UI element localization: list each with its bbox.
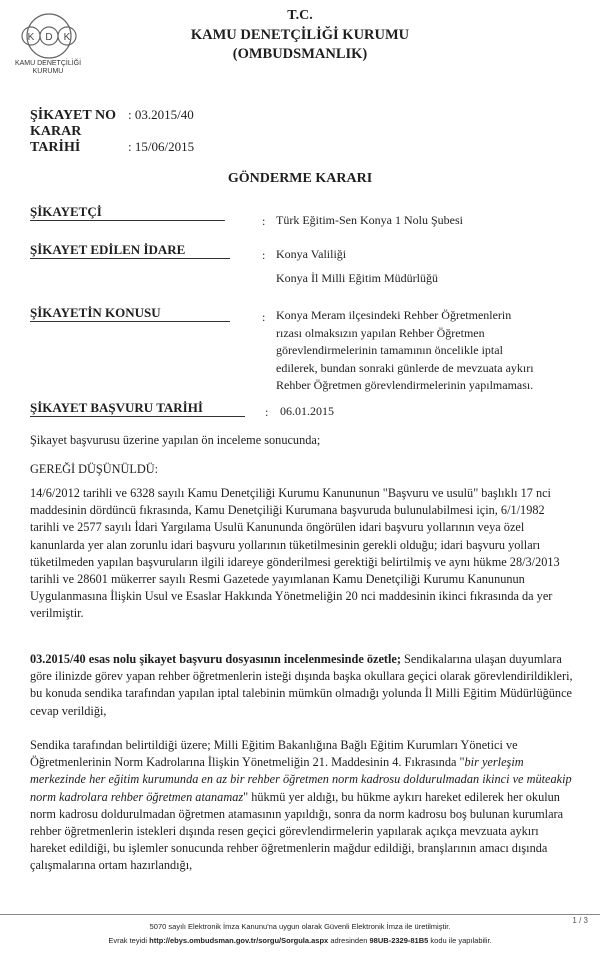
footer-signature-note: 5070 sayılı Elektronik İmza Kanunu'na uygun olarak Güvenli Elektronik İmza ile üretilmiştir.	[149, 922, 451, 931]
subject-label: ŞİKAYETİN KONUSU	[30, 306, 230, 322]
complainant-value: Türk Eğitim-Sen Konya 1 Nolu Şubesi	[276, 213, 463, 227]
admin-label: ŞİKAYET EDİLEN İDARE	[30, 243, 230, 259]
paragraph-2	[30, 651, 575, 720]
paragraph-2-body: Sendikalarına ulaşan duyumlara göre ilinizde görev yapan rehber öğretmenlerin isteği dışında başka okullara geçici olarak görevlendirildikleri, bu konuda sendika tarafından yapılan iptal talebinin mümkün olmadığı yolunda İl Milli Eğitim Müdürlüğünce cevap verildiği,	[30, 652, 573, 718]
footer-verify-suffix: kodu ile yapılabilir.	[428, 936, 492, 945]
complainant-colon: :	[262, 214, 266, 228]
subject-line-5: Rehber Öğretmen görevlendirmelerinin yapılmaması.	[276, 378, 534, 393]
subject-line-1: Konya Meram ilçesindeki Rehber Öğretmenlerin	[276, 308, 512, 322]
verification-link[interactable]: http://ebys.ombudsman.gov.tr/sorgu/Sorgula.aspx	[149, 936, 329, 945]
decision-date-label: KARAR TARİHİ	[30, 124, 82, 155]
paragraph-1: 14/6/2012 tarihli ve 6328 sayılı Kamu Denetçiliği Kurumu Kanununun "Başvuru ve usulü" başlıklı 17 nci maddesinin dördüncü fıkrasında, Kamu Denetçiliği Kurumana başvuruda bulunulabilmesi için, 6/1/1982 tarihli ve 2577 sayılı İdari Yargılama Usulü Kanununda öngörülen idari başvuru yollarının veya özel kanunlarda yer alan zorunlu idari başvuru yollarının tüketilmesinin gerekli olduğu; idari başvuru yolları tüketilmeden yapılan başvuruların ilgili idareye gönderilmesi gerektiği belirtilmiş ve aynı hükme 28/3/2013 tarihli ve 28601 mükerrer sayılı Resmi Gazetede yayımlanan Kamu Denetçiliği Kurumu Kanununun Uygulanmasına İlişkin Usul ve Esaslar Hakkında Yönetmeliğin 20 nci maddesinin ikinci fıkrasında da yer verilmiştir.	[30, 486, 560, 621]
complainant-label: ŞİKAYETÇİ	[30, 205, 225, 221]
complaint-no-value: : 03.2015/40	[128, 107, 194, 122]
header-ombudsman: (OMBUDSMANLIK)	[232, 46, 368, 62]
header-institution: KAMU DENETÇİLİĞİ KURUMU	[190, 27, 410, 43]
document-title: GÖNDERME KARARI	[227, 171, 373, 186]
subject-line-4: edilerek, bundan sonraki günlerde de mevzuata aykırı	[276, 360, 534, 375]
verification-code: 98UB-2329-81B5	[369, 936, 429, 945]
decision-heading: GEREĞİ DÜŞÜNÜLDÜ:	[30, 462, 159, 476]
header-tc: T.C.	[287, 8, 313, 23]
intro-text: Şikayet başvurusu üzerine yapılan ön inceleme sonucunda;	[30, 433, 321, 447]
application-date-label: ŞİKAYET BAŞVURU TARİHİ	[30, 401, 245, 417]
complaint-no	[30, 106, 194, 124]
complaint-no-label: ŞİKAYET NO	[30, 108, 116, 123]
logo-caption-line2: KURUMU	[32, 68, 64, 75]
admin-value-2: Konya İl Milli Eğitim Müdürlüğü	[276, 271, 438, 285]
footer-verification	[0, 936, 600, 945]
footer-verify-mid: adresinden	[328, 936, 370, 945]
paragraph-3-part-b: " hükmü yer aldığı, bu hükme aykırı hareket edilerek her okulun norm kadrosu doldurulmadan öğretmen atamasının yapıldığı, sonra da norm kadrosu boş bulunan kurumlara rehber öğretmenlerin istekleri dışında resen geçici görevlendirmelerin yapılarak açıkça mevzuata aykırı hareket edildiği, bu işlemler sonucunda rehber öğretmenlerin mağdur edildiği, branşlarının amacı dışında çalışmalarına ortam hazırlandığı,	[30, 789, 564, 873]
svg-text:D: D	[45, 32, 53, 43]
footer-divider	[0, 914, 600, 915]
svg-text:K: K	[27, 32, 35, 43]
svg-text:K: K	[63, 32, 71, 43]
logo-caption-line1: KAMU DENETÇİLİĞİ	[14, 60, 82, 67]
application-date-colon: :	[265, 405, 269, 419]
subject-colon: :	[262, 310, 266, 324]
page-number: 1 / 3	[572, 916, 588, 925]
subject-value	[276, 307, 571, 395]
decision-date	[30, 124, 194, 156]
paragraph-3	[30, 737, 575, 875]
admin-value-1: Konya Valiliği	[276, 247, 347, 261]
paragraph-3-part-a: Sendika tarafından belirtildiği üzere; Milli Eğitim Bakanlığına Bağlı Eğitim Kurumları Yönetici ve Öğretmenlerinin Norm Kadrolarına İlişkin Yönetmeliğin 21. Maddesinin 4. Fıkrasında "	[30, 738, 518, 770]
decision-date-value: : 15/06/2015	[128, 139, 195, 154]
footer-verify-prefix: Evrak teyidi	[108, 936, 150, 945]
admin-colon: :	[262, 248, 266, 262]
subject-line-3: görevlendirmelerinin tamamının öncelikle iptal	[276, 343, 503, 358]
paragraph-2-lead: 03.2015/40 esas nolu şikayet başvuru dosyasının incelenmesinde özetle;	[30, 652, 401, 666]
application-date-value: 06.01.2015	[280, 404, 334, 418]
regulation-quote: bir yerleşim merkezinde her eğitim kurumunda en az bir rehber öğretmen norm kadrosu doldurulmadan ikinci ve müteakip norm kadrolara rehber öğretmen atanamaz	[30, 755, 572, 804]
subject-line-2: rızası olmaksızın yapılan Rehber Öğretmen	[276, 325, 485, 340]
